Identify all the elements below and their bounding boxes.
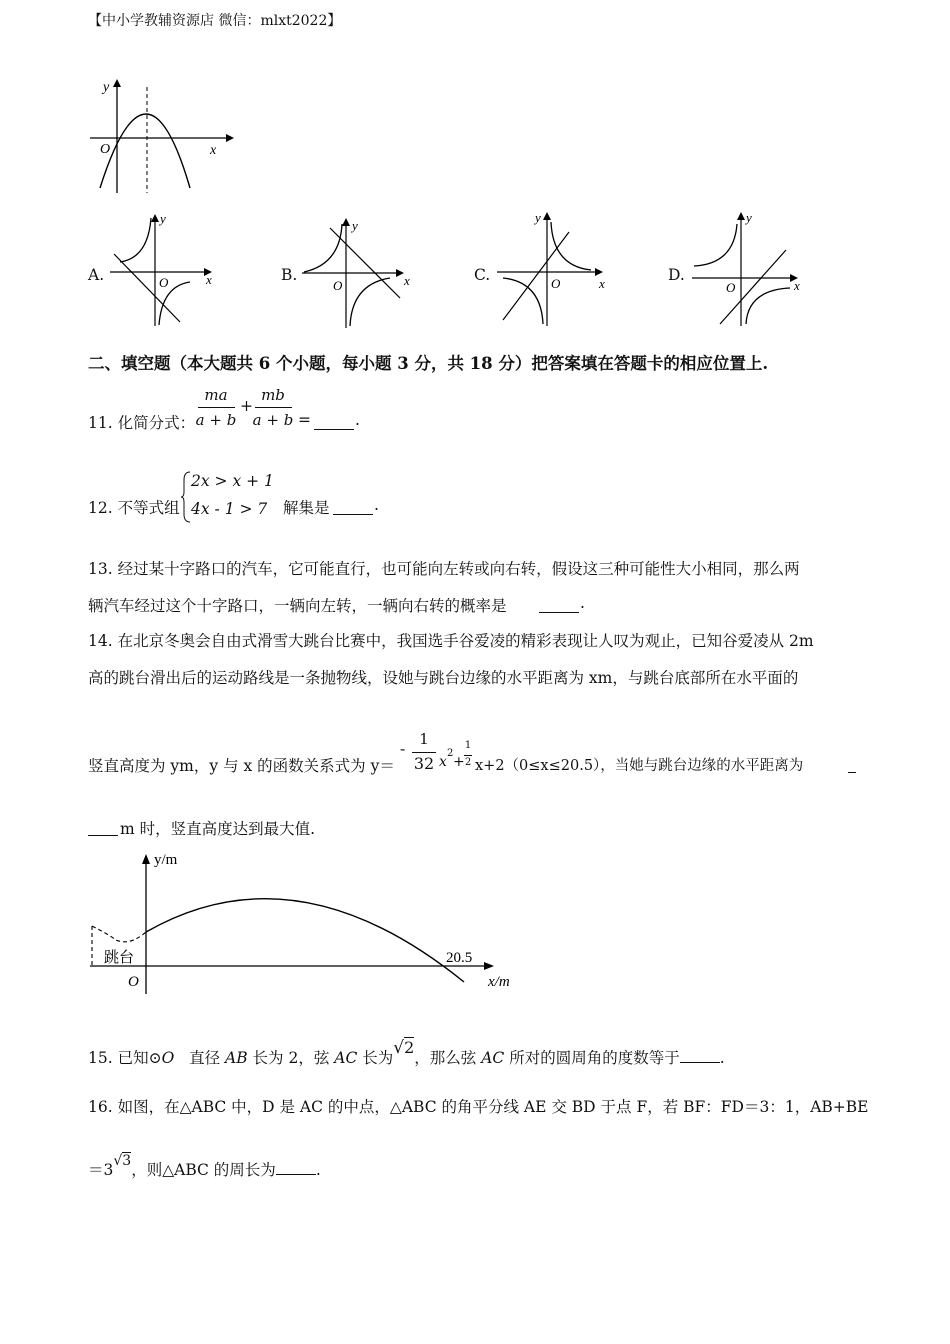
option-b-label: B. <box>281 266 298 284</box>
option-b-o: O <box>333 278 343 293</box>
q15-text3: 长为 2，弦 <box>247 1049 335 1067</box>
q11-fracbar2 <box>255 407 292 408</box>
option-d-label: D. <box>668 266 685 284</box>
q14-frac2-den: 2 <box>464 757 472 768</box>
q12-end: . <box>374 496 379 514</box>
q14-frac2-bar <box>464 755 472 756</box>
section-title: 二、填空题（本大题共 6 个小题，每小题 3 分，共 18 分）把答案填在答题卡的相应位置上. <box>88 354 769 373</box>
q14-line3a: 竖直高度为 ym，y 与 x 的函数关系式为 y＝ <box>88 757 395 775</box>
option-a-x: x <box>206 272 212 287</box>
q13-end: . <box>580 594 585 612</box>
q14-plus: + <box>453 754 465 770</box>
option-b-x: x <box>404 273 410 288</box>
q16-answer-blank <box>276 1173 316 1175</box>
q14-line2: 高的跳台滑出后的运动路线是一条抛物线，设她与跳台边缘的水平距离为 xm，与跳台底部所在水平面的 <box>88 669 799 687</box>
q12-suffix: 解集是 <box>283 499 330 517</box>
q12-answer-blank <box>333 513 373 515</box>
q11-end: . <box>355 411 360 429</box>
q15-line <box>88 1038 725 1068</box>
q11-answer-blank <box>314 428 354 430</box>
q15-rad: 2 <box>404 1038 415 1057</box>
q14-sq: 2 <box>447 748 454 759</box>
top-x-label: x <box>210 143 217 158</box>
option-c-x: x <box>599 276 605 291</box>
q14-minus: - <box>400 740 406 758</box>
q14-line4: m 时，竖直高度达到最大值. <box>120 820 316 838</box>
option-a-label: A. <box>88 266 105 284</box>
q16-line1: 16. 如图，在△ABC 中，D 是 AC 的中点，△ABC 的角平分线 AE 交 BD 于点 F，若 BF：FD＝3：1，AB+BE <box>88 1098 869 1116</box>
option-b-graph <box>300 214 420 330</box>
q16-line2 <box>88 1153 321 1180</box>
q14-frac1-den: 32 <box>413 754 435 773</box>
top-y-label: y <box>103 80 110 95</box>
q11-num2: mb <box>261 386 285 404</box>
option-d-o: O <box>726 280 736 295</box>
option-c-o: O <box>551 276 561 291</box>
top-parabola-graph <box>86 75 236 200</box>
q14-answer-blank-b <box>88 834 118 836</box>
q14-frac1-bar <box>412 752 436 753</box>
q15-text1: 15. 已知⊙ <box>88 1049 162 1067</box>
q11-fracbar1 <box>198 407 235 408</box>
q11-eq: = <box>298 411 311 429</box>
q15-text5: ，那么弦 <box>414 1049 482 1067</box>
q11-plus: + <box>240 397 253 415</box>
q11-den2: a + b <box>252 411 294 429</box>
q13-answer-blank <box>539 611 579 613</box>
q11-num1: ma <box>204 386 228 404</box>
option-c-graph <box>495 208 615 328</box>
option-b-y: y <box>352 218 358 233</box>
graph14-origin: O <box>128 974 139 990</box>
q14-line3b: x+2（0≤x≤20.5），当她与跳台边缘的水平距离为 <box>475 758 804 774</box>
q15-text4: 长为 <box>357 1049 394 1067</box>
q14-x2: x <box>439 754 447 770</box>
q12-prefix: 12. 不等式组 <box>88 499 180 517</box>
q16-line2b: ，则△ABC 的周长为 <box>131 1161 276 1179</box>
graph14-platform: 跳台 <box>104 950 135 966</box>
q15-ac: AC <box>334 1049 358 1067</box>
q14-answer-blank-a <box>848 771 856 773</box>
option-c-label: C. <box>474 266 491 284</box>
graph14-endval: 20.5 <box>446 950 473 966</box>
q15-text6: 所对的圆周角的度数等于 <box>504 1049 680 1067</box>
option-a-y: y <box>160 211 166 226</box>
q15-sqrt: √ <box>393 1038 405 1058</box>
q14-frac2-num: 1 <box>464 740 472 751</box>
option-c-y: y <box>535 210 541 225</box>
q15-ac2: AC <box>481 1049 505 1067</box>
q12-line1: 2x > x + 1 <box>191 472 274 490</box>
q15-ab: AB <box>225 1049 248 1067</box>
option-d-x: x <box>794 278 800 293</box>
q14-line1: 14. 在北京冬奥会自由式滑雪大跳台比赛中，我国选手谷爱凌的精彩表现让人叹为观止，已知谷爱凌从 2m <box>88 632 814 650</box>
q13-line2: 辆汽车经过这个十字路口，一辆向左转，一辆向右转的概率是 <box>88 597 507 615</box>
q11-prefix: 11. 化简分式： <box>88 414 196 432</box>
graph14-ylabel: y/m <box>154 852 178 868</box>
option-a-graph <box>108 210 223 328</box>
option-d-y: y <box>746 210 752 225</box>
q16-rad: 3 <box>122 1153 132 1169</box>
q11-den1: a + b <box>195 411 237 429</box>
q13-line1: 13. 经过某十字路口的汽车，它可能直行，也可能向左转或向右转，假设这三种可能性大小相同，那么两 <box>88 560 800 578</box>
q15-o: O <box>161 1049 175 1067</box>
q15-answer-blank <box>680 1061 720 1063</box>
q16-sqrt: √ <box>113 1153 123 1169</box>
q14-frac1-num: 1 <box>419 730 429 748</box>
q15-text2: 直径 <box>189 1049 226 1067</box>
graph14-xlabel: x/m <box>488 974 510 990</box>
q16-end: . <box>315 1161 321 1179</box>
option-d-graph <box>690 208 810 328</box>
q16-line2a: ＝3 <box>88 1161 114 1179</box>
q14-trajectory-graph <box>86 848 536 998</box>
top-origin-label: O <box>100 142 111 157</box>
option-a-o: O <box>159 275 169 290</box>
q12-line2: 4x - 1 > 7 <box>191 500 268 518</box>
q15-end: . <box>719 1049 725 1067</box>
header-text: 【中小学教辅资源店 微信：mlxt2022】 <box>88 13 342 29</box>
